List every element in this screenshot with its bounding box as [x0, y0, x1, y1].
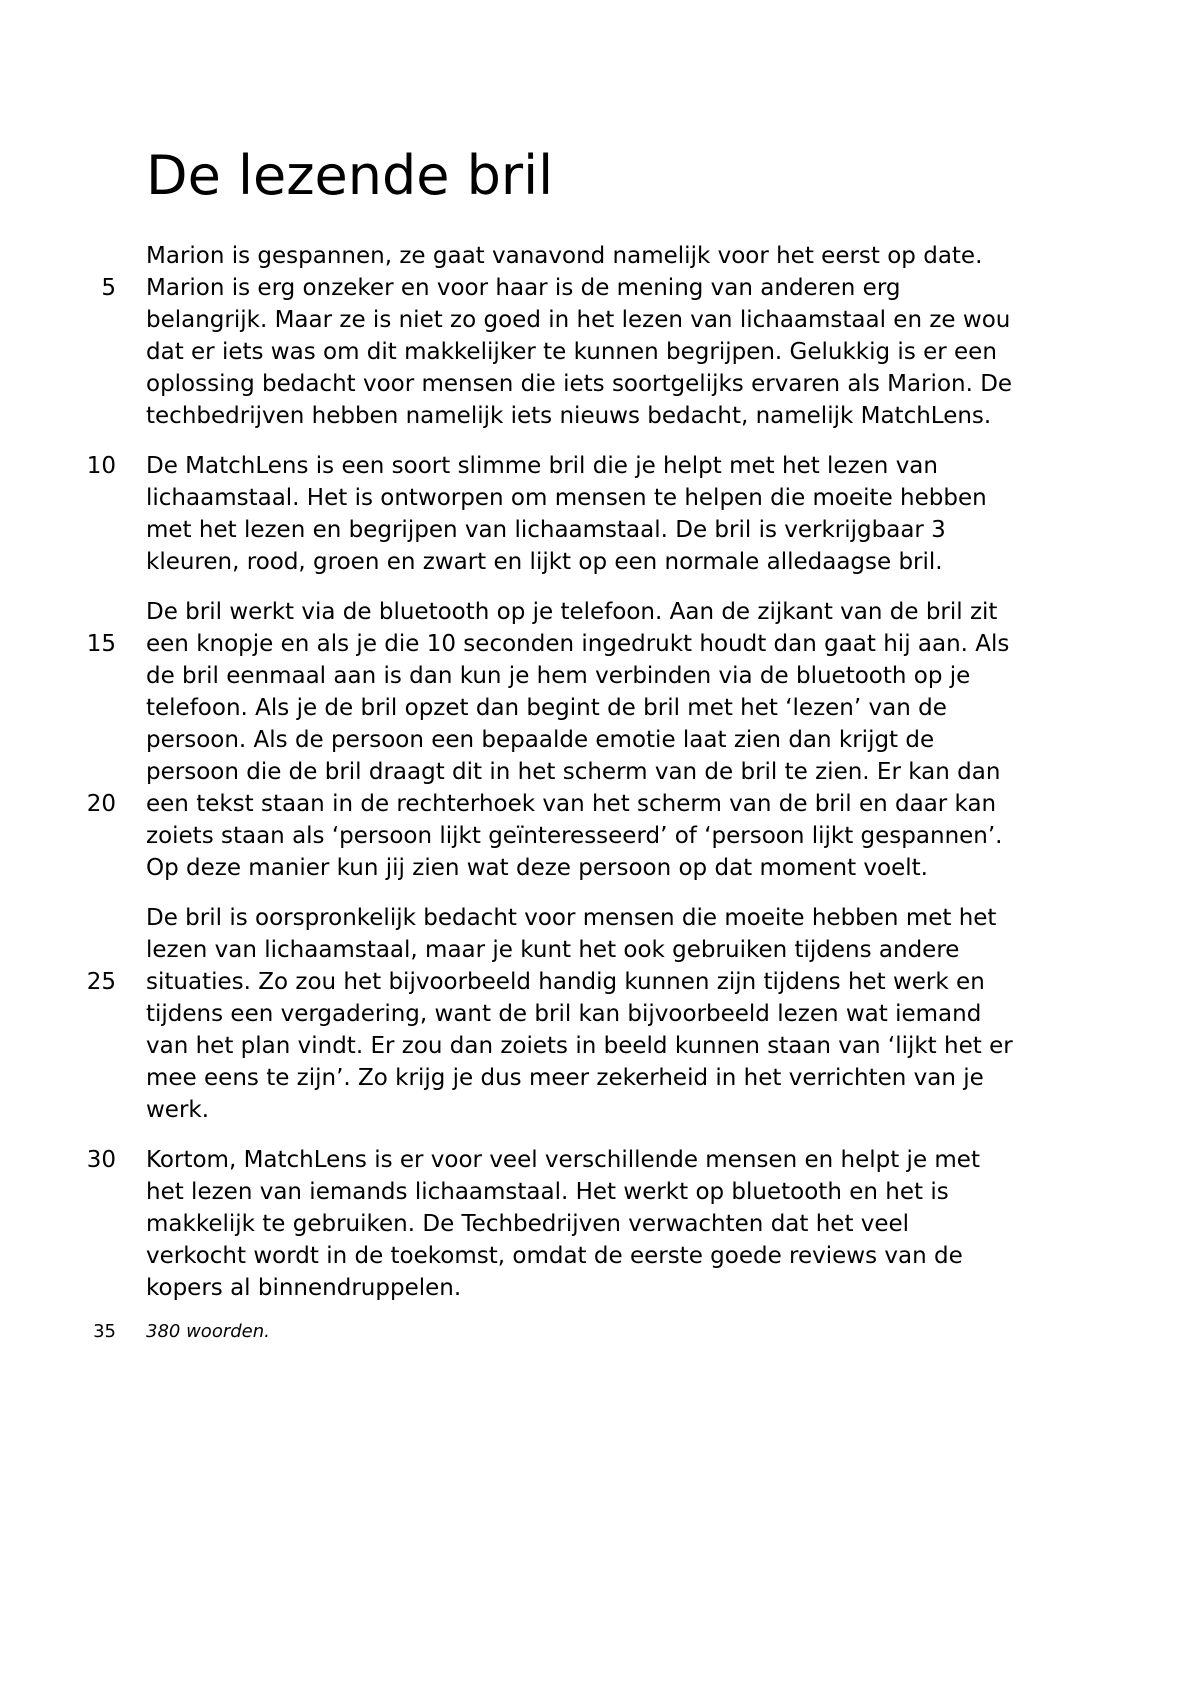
- line-number: 35: [93, 1321, 116, 1342]
- text-line: makkelijk te gebruiken. De Techbedrijven verwachten dat het veel: [146, 1211, 910, 1237]
- text-line: Marion is gespannen, ze gaat vanavond namelijk voor het eerst op date.: [146, 243, 983, 269]
- text-line: lichaamstaal. Het is ontworpen om mensen te helpen die moeite hebben: [146, 485, 987, 511]
- text-line: lezen van lichaamstaal, maar je kunt het ook gebruiken tijdens andere: [146, 937, 960, 963]
- text-line: oplossing bedacht voor mensen die iets soortgelijks ervaren als Marion. De: [146, 371, 1013, 397]
- text-line: het lezen van iemands lichaamstaal. Het werkt op bluetooth en het is: [146, 1179, 949, 1205]
- text-line: verkocht wordt in de toekomst, omdat de eerste goede reviews van de: [146, 1243, 963, 1269]
- text-line: persoon die de bril draagt dit in het scherm van de bril te zien. Er kan dan: [146, 759, 1001, 785]
- text-line: met het lezen en begrijpen van lichaamstaal. De bril is verkrijgbaar 3: [146, 517, 946, 543]
- text-line: persoon. Als de persoon een bepaalde emotie laat zien dan krijgt de: [146, 727, 935, 753]
- text-line: Marion is erg onzeker en voor haar is de mening van anderen erg: [146, 275, 901, 301]
- text-line: Op deze manier kun jij zien wat deze persoon op dat moment voelt.: [146, 855, 928, 881]
- document-title: De lezende bril: [146, 144, 554, 207]
- text-line: situaties. Zo zou het bijvoorbeeld handig kunnen zijn tijdens het werk en: [146, 969, 985, 995]
- text-line: De bril is oorspronkelijk bedacht voor mensen die moeite hebben met het: [146, 905, 997, 931]
- text-line: De MatchLens is een soort slimme bril die je helpt met het lezen van: [146, 453, 938, 479]
- text-line: zoiets staan als ‘persoon lijkt geïnteresseerd’ of ‘persoon lijkt gespannen’.: [146, 823, 1003, 849]
- text-line: de bril eenmaal aan is dan kun je hem verbinden via de bluetooth op je: [146, 663, 971, 689]
- text-line: een knopje en als je die 10 seconden ingedrukt houdt dan gaat hij aan. Als: [146, 631, 1010, 657]
- line-number: 20: [86, 791, 116, 817]
- text-line: telefoon. Als je de bril opzet dan begint de bril met het ‘lezen’ van de: [146, 695, 947, 721]
- line-number: 25: [86, 969, 116, 995]
- text-line: kopers al binnendruppelen.: [146, 1275, 462, 1301]
- line-number: 30: [86, 1147, 116, 1173]
- text-line: tijdens een vergadering, want de bril kan bijvoorbeeld lezen wat iemand: [146, 1001, 982, 1027]
- text-line: belangrijk. Maar ze is niet zo goed in het lezen van lichaamstaal en ze wou: [146, 307, 1011, 333]
- line-number: 10: [86, 453, 116, 479]
- line-number: 15: [86, 631, 116, 657]
- word-count: 380 woorden.: [146, 1321, 270, 1342]
- text-line: dat er iets was om dit makkelijker te kunnen begrijpen. Gelukkig is er een: [146, 339, 997, 365]
- text-line: techbedrijven hebben namelijk iets nieuws bedacht, namelijk MatchLens.: [146, 403, 992, 429]
- text-line: werk.: [146, 1097, 210, 1123]
- line-number: 5: [101, 275, 116, 301]
- text-line: kleuren, rood, groen en zwart en lijkt op een normale alledaagse bril.: [146, 549, 943, 575]
- text-line: een tekst staan in de rechterhoek van het scherm van de bril en daar kan: [146, 791, 997, 817]
- text-line: Kortom, MatchLens is er voor veel verschillende mensen en helpt je met: [146, 1147, 980, 1173]
- text-line: van het plan vindt. Er zou dan zoiets in beeld kunnen staan van ‘lijkt het er: [146, 1033, 1013, 1059]
- text-line: De bril werkt via de bluetooth op je telefoon. Aan de zijkant van de bril zit: [146, 599, 998, 625]
- text-line: mee eens te zijn’. Zo krijg je dus meer zekerheid in het verrichten van je: [146, 1065, 984, 1091]
